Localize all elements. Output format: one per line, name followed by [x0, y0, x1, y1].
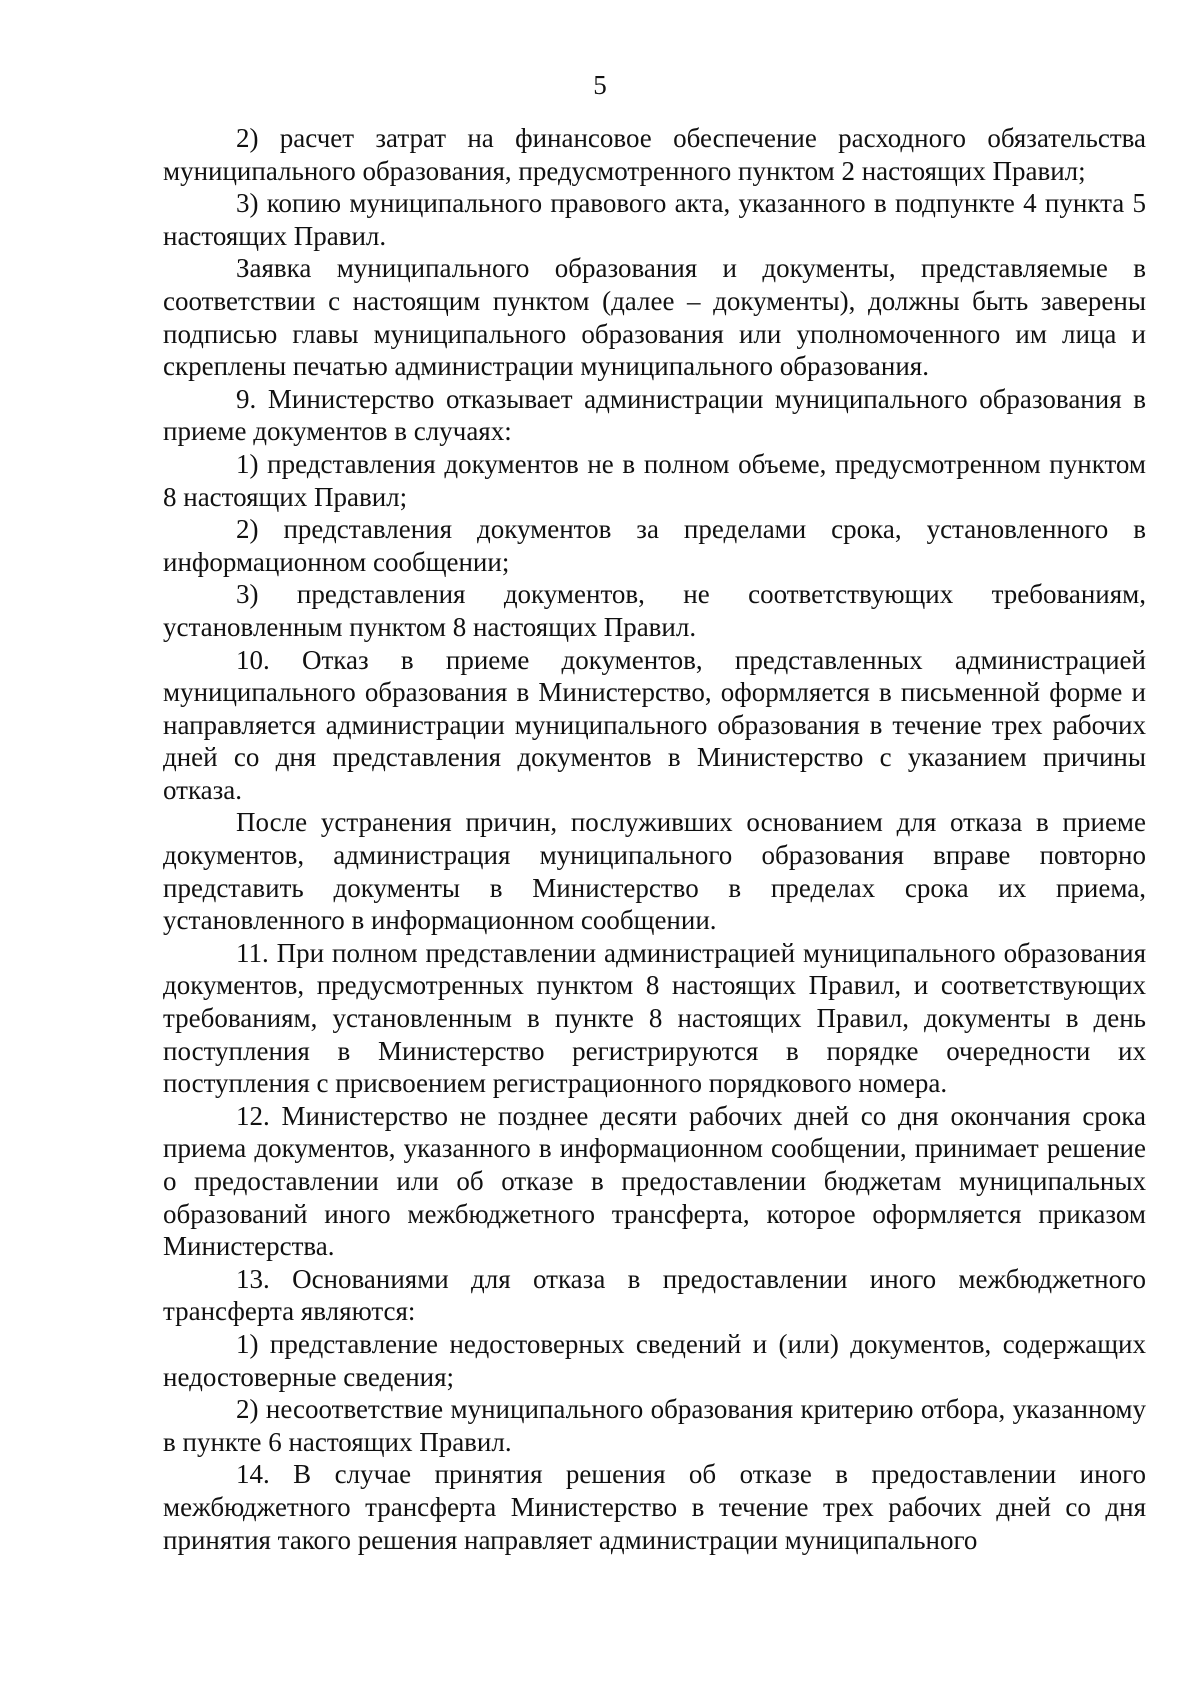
paragraph-clause-13-item-2: 2) несоответствие муниципального образования критерию отбора, указанному в пункте 6 настоящих Правил.	[163, 1394, 1146, 1457]
paragraph-clause-11: 11. При полном представлении администрацией муниципального образования документов, предусмотренных пунктом 8 настоящих Правил, и соответствующих требованиям, установленным в пункте 8 настоящих Правил, документы в день поступления в Министерство регистрируются в порядке очередности их поступления с присвоением регистрационного порядкового номера.	[163, 937, 1146, 1099]
page-number: 5	[593, 70, 607, 100]
paragraph-clause-13: 13. Основаниями для отказа в предоставлении иного межбюджетного трансферта являются:	[163, 1263, 1146, 1327]
paragraph-resubmission: После устранения причин, послуживших основанием для отказа в приеме документов, администрация муниципального образования вправе повторно представить документы в Министерство в пределах срока их приема, установленного в информационном сообщении.	[163, 807, 1146, 936]
paragraph-application-certification: Заявка муниципального образования и документы, представляемые в соответствии с настоящим пунктом (далее – документы), должны быть заверены подписью главы муниципального образования или уполномоченного им лица и скреплены печатью администрации муниципального образования.	[163, 253, 1146, 382]
paragraph-clause-9-item-1: 1) представления документов не в полном объеме, предусмотренном пунктом 8 настоящих Правил;	[163, 448, 1146, 512]
paragraph-clause-12: 12. Министерство не позднее десяти рабочих дней со дня окончания срока приема документов, указанного в информационном сообщении, принимает решение о предоставлении или об отказе в предоставлении бюджетам муниципальных образований иного межбюджетного трансферта, которое оформляется приказом Министерства.	[163, 1100, 1146, 1262]
paragraph-clause-9-item-3: 3) представления документов, не соответствующих требованиям, установленным пунктом 8 настоящих Правил.	[163, 579, 1146, 642]
document-body	[163, 122, 1146, 1556]
paragraph-item-3-legal-act-copy: 3) копию муниципального правового акта, указанного в подпункте 4 пункта 5 настоящих Правил.	[163, 188, 1146, 251]
paragraph-clause-14: 14. В случае принятия решения об отказе в предоставлении иного межбюджетного трансферта Министерство в течение трех рабочих дней со дня принятия такого решения направляет администрации муниципального	[163, 1459, 1146, 1555]
paragraph-clause-10: 10. Отказ в приеме документов, представленных администрацией муниципального образования в Министерство, оформляется в письменной форме и направляется администрации муниципального образования в течение трех рабочих дней со дня представления документов в Министерство с указанием причины отказа.	[163, 644, 1146, 805]
paragraph-clause-9: 9. Министерство отказывает администрации муниципального образования в приеме документов в случаях:	[163, 383, 1146, 447]
paragraph-clause-13-item-1: 1) представление недостоверных сведений и (или) документов, содержащих недостоверные сведения;	[163, 1328, 1146, 1392]
paragraph-item-2-calculation: 2) расчет затрат на финансовое обеспечение расходного обязательства муниципального образования, предусмотренного пунктом 2 настоящих Правил;	[163, 123, 1146, 186]
paragraph-clause-9-item-2: 2) представления документов за пределами срока, установленного в информационном сообщении;	[163, 514, 1146, 577]
